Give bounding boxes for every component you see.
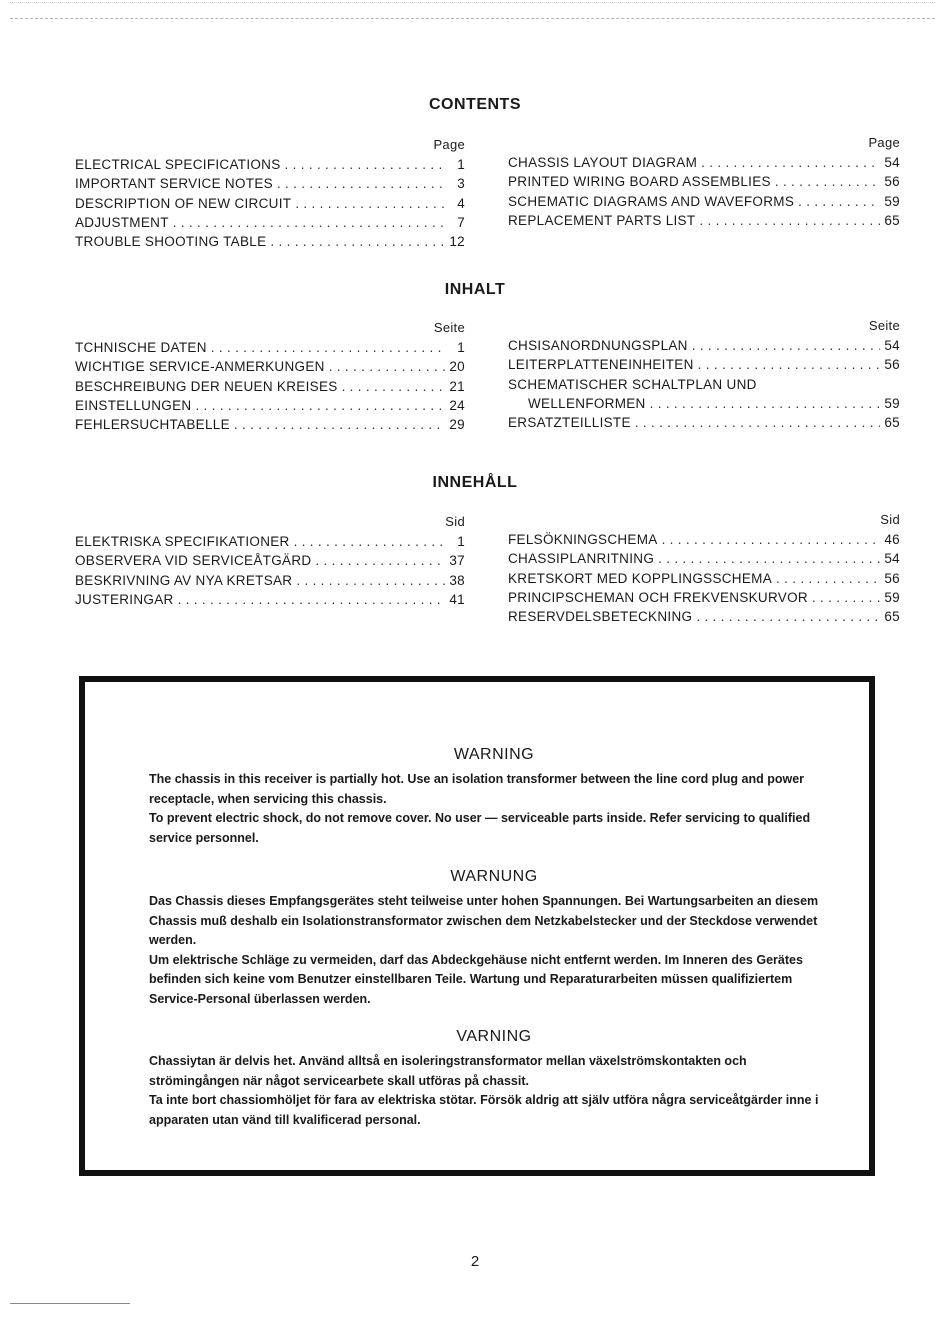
innehall-right-page-header: Sid xyxy=(880,512,900,527)
toc-entry-page: 46 xyxy=(884,532,900,547)
toc-entry-label: SCHEMATISCHER SCHALTPLAN UND xyxy=(508,376,757,392)
toc-entry-label: SCHEMATIC DIAGRAMS AND WAVEFORMS xyxy=(508,193,795,209)
innehall-left-column xyxy=(75,514,465,611)
toc-entry-page: 65 xyxy=(884,415,900,431)
toc-leader-dots xyxy=(211,340,445,355)
toc-entry-page: 59 xyxy=(884,193,900,209)
toc-leader-dots xyxy=(812,590,880,605)
toc-leader-dots xyxy=(178,592,445,607)
contents-right-page-header: Page xyxy=(868,135,900,150)
toc-entry[interactable] xyxy=(75,534,465,553)
toc-leader-dots xyxy=(329,359,445,374)
toc-leader-dots xyxy=(699,213,880,228)
inhalt-title: INHALT xyxy=(444,281,506,298)
toc-entry-label: JUSTERINGAR xyxy=(75,591,174,607)
toc-entry-page: 59 xyxy=(884,589,900,605)
toc-entry-page: 65 xyxy=(884,609,900,625)
toc-entry[interactable] xyxy=(508,590,900,609)
innehall-left-page-header: Sid xyxy=(445,514,465,529)
toc-leader-dots xyxy=(342,379,445,394)
toc-entry[interactable] xyxy=(75,157,465,176)
toc-entry-label: ADJUSTMENT xyxy=(75,214,169,230)
toc-entry-page: 1 xyxy=(457,534,465,549)
toc-leader-dots xyxy=(776,571,880,586)
toc-entry[interactable] xyxy=(75,215,465,234)
contents-title: CONTENTS xyxy=(429,96,521,113)
toc-leader-dots xyxy=(277,176,445,191)
toc-entry-label: IMPORTANT SERVICE NOTES xyxy=(75,176,273,192)
toc-entry[interactable] xyxy=(75,573,465,592)
toc-leader-dots xyxy=(662,532,880,547)
toc-entry-label: ELEKTRISKA SPECIFIKATIONER xyxy=(75,534,290,549)
toc-entry-label: PRINCIPSCHEMAN OCH FREKVENSKURVOR xyxy=(508,589,808,605)
contents-left-page-header: Page xyxy=(433,137,465,152)
toc-leader-dots xyxy=(698,357,880,372)
toc-leader-dots xyxy=(295,196,445,211)
toc-entry-label: CHSISANORDNUNGSPLAN xyxy=(508,338,688,353)
toc-entry-page: 54 xyxy=(884,155,900,170)
toc-leader-dots xyxy=(315,553,445,568)
toc-entry-page: 56 xyxy=(884,570,900,586)
inhalt-right-page-header: Seite xyxy=(868,318,900,333)
toc-entry-page: 1 xyxy=(457,157,465,172)
toc-entry[interactable] xyxy=(508,571,900,590)
warning-title-sv: VARNING xyxy=(456,1028,532,1045)
toc-entry-label: CHASSIPLANRITNING xyxy=(508,551,655,567)
toc-entry-page: 7 xyxy=(457,214,465,230)
toc-leader-dots xyxy=(696,609,880,624)
toc-entry[interactable] xyxy=(75,553,465,572)
toc-entry[interactable] xyxy=(508,609,900,628)
inhalt-left-page-header: Seite xyxy=(433,320,465,335)
toc-entry-page: 41 xyxy=(449,591,465,607)
warning-swedish xyxy=(149,1028,839,1130)
toc-leader-dots xyxy=(798,194,880,209)
toc-entry[interactable] xyxy=(508,194,900,213)
warning-title-de: WARNUNG xyxy=(450,868,538,885)
toc-entry-label: REPLACEMENT PARTS LIST xyxy=(508,212,696,228)
toc-entry[interactable] xyxy=(75,176,465,195)
toc-entry[interactable] xyxy=(508,155,900,174)
scan-artifact-top-line xyxy=(10,18,935,19)
toc-entry[interactable] xyxy=(508,174,900,193)
toc-leader-dots xyxy=(775,174,880,189)
toc-entry-page: 3 xyxy=(457,176,465,192)
toc-entry[interactable] xyxy=(75,196,465,215)
toc-entry-label: EINSTELLUNGEN xyxy=(75,397,192,413)
toc-entry-page: 4 xyxy=(457,195,465,211)
toc-entry-label: DESCRIPTION OF NEW CIRCUIT xyxy=(75,195,292,211)
toc-entry[interactable] xyxy=(508,532,900,551)
scan-artifact-top-dotted xyxy=(10,2,935,3)
inhalt-right-column xyxy=(508,318,900,434)
toc-entry-label: WELLENFORMEN xyxy=(528,395,646,411)
toc-entry-page: 54 xyxy=(884,551,900,567)
toc-leader-dots xyxy=(173,215,445,230)
warning-sv-paragraph-1: Chassiytan är delvis het. Använd alltså en isoleringstransformator mellan växelströmskontakten och strömingången när något servicearbete skall utföras på chassit. xyxy=(149,1054,747,1088)
warning-en-paragraph-2: To prevent electric shock, do not remove cover. No user — serviceable parts inside. Refer servicing to qualified service personnel. xyxy=(149,811,811,845)
toc-entry-label: CHASSIS LAYOUT DIAGRAM xyxy=(508,155,698,170)
toc-entry[interactable] xyxy=(508,551,900,570)
warning-de-paragraph-1: Das Chassis dieses Empfangsgerätes steht teilweise unter hohen Spannungen. Bei Wartungsarbeiten an diesem Chassis muß deshalb ein Isolationstransformator zwischen dem Netzkabelstecker und der Steckdose verwendet werden. xyxy=(149,894,819,947)
toc-entry-page: 59 xyxy=(884,395,900,411)
toc-entry-page: 38 xyxy=(449,572,465,588)
toc-leader-dots xyxy=(701,155,880,170)
toc-entry-page: 56 xyxy=(884,357,900,373)
warning-german xyxy=(149,868,839,1009)
toc-entry[interactable] xyxy=(75,379,465,398)
toc-entry-page: 56 xyxy=(884,174,900,190)
toc-entry-page: 20 xyxy=(449,359,465,375)
toc-entry-page: 37 xyxy=(449,553,465,569)
toc-leader-dots xyxy=(285,157,445,172)
toc-entry[interactable] xyxy=(508,377,900,396)
toc-entry-page: 1 xyxy=(457,340,465,355)
toc-entry[interactable] xyxy=(75,359,465,378)
warning-sv-paragraph-2: Ta inte bort chassiomhöljet för fara av elektriska stötar. Försök aldrig att själv utföra några serviceåtgärder inne i apparaten utan vänd till kvalificerad personal. xyxy=(149,1093,819,1127)
toc-entry[interactable] xyxy=(75,340,465,359)
warning-en-paragraph-1: The chassis in this receiver is partially hot. Use an isolation transformer between the line cord plug and power receptacle, when servicing this chassis. xyxy=(149,772,805,806)
toc-entry-label: KRETSKORT MED KOPPLINGSSCHEMA xyxy=(508,570,773,586)
toc-entry[interactable] xyxy=(75,592,465,611)
toc-entry[interactable] xyxy=(508,213,900,232)
scan-artifact-bottom-line xyxy=(10,1303,130,1304)
warning-de-paragraph-2: Um elektrische Schläge zu vermeiden, darf das Abdeckgehäuse nicht entfernt werden. Im Inneren des Gerätes befinden sich keine vom Benutzer einstellbaren Teile. Wartung und Reparaturarbeiten müssen qualifiziertem Service-Personal überlassen werden. xyxy=(149,952,803,1006)
toc-entry-label: PRINTED WIRING BOARD ASSEMBLIES xyxy=(508,174,771,190)
toc-entry-label: TCHNISCHE DATEN xyxy=(75,340,207,355)
toc-entry-label: OBSERVERA VID SERVICEÅTGÄRD xyxy=(75,553,312,569)
toc-entry-label: WICHTIGE SERVICE-ANMERKUNGEN xyxy=(75,359,325,375)
inhalt-left-column xyxy=(75,320,465,436)
toc-entry-label: ERSATZTEILLISTE xyxy=(508,415,631,431)
toc-entry-page: 24 xyxy=(449,397,465,413)
contents-left-column xyxy=(75,137,465,253)
toc-entry[interactable] xyxy=(508,357,900,376)
page-number: 2 xyxy=(470,1253,480,1270)
toc-entry-page: 54 xyxy=(884,338,900,353)
toc-entry-page: 65 xyxy=(884,212,900,228)
toc-entry[interactable] xyxy=(75,234,465,253)
toc-leader-dots xyxy=(270,234,445,249)
innehall-right-column xyxy=(508,512,900,628)
toc-entry-label: ELECTRICAL SPECIFICATIONS xyxy=(75,157,281,172)
toc-entry-page: 21 xyxy=(449,378,465,394)
toc-entry-label: FEHLERSUCHTABELLE xyxy=(75,417,230,433)
toc-leader-dots xyxy=(658,551,880,566)
warning-box xyxy=(79,676,875,1176)
toc-entry-label: BESCHREIBUNG DER NEUEN KREISES xyxy=(75,378,338,394)
toc-entry-label: RESERVDELSBETECKNING xyxy=(508,609,693,625)
toc-leader-dots xyxy=(296,573,445,588)
toc-leader-dots xyxy=(635,415,880,430)
toc-entry-label: FELSÖKNINGSCHEMA xyxy=(508,532,658,547)
toc-entry-label: LEITERPLATTENEINHEITEN xyxy=(508,357,694,373)
toc-entry-page: 29 xyxy=(449,417,465,433)
contents-right-column xyxy=(508,135,900,232)
innehall-title: INNEHÅLL xyxy=(432,474,518,491)
toc-entry[interactable] xyxy=(75,417,465,436)
toc-entry[interactable] xyxy=(508,338,900,357)
warning-title-en: WARNING xyxy=(453,746,535,763)
toc-leader-dots xyxy=(650,396,880,411)
toc-entry-page: 12 xyxy=(449,234,465,250)
toc-entry[interactable] xyxy=(75,398,465,417)
toc-leader-dots xyxy=(692,338,880,353)
toc-leader-dots xyxy=(234,417,445,432)
toc-entry[interactable] xyxy=(508,396,900,415)
toc-entry-label: BESKRIVNING AV NYA KRETSAR xyxy=(75,572,293,588)
toc-entry[interactable] xyxy=(508,415,900,434)
warning-english xyxy=(149,746,839,848)
toc-leader-dots xyxy=(294,534,445,549)
toc-leader-dots xyxy=(195,398,445,413)
toc-entry-label: TROUBLE SHOOTING TABLE xyxy=(75,234,267,250)
